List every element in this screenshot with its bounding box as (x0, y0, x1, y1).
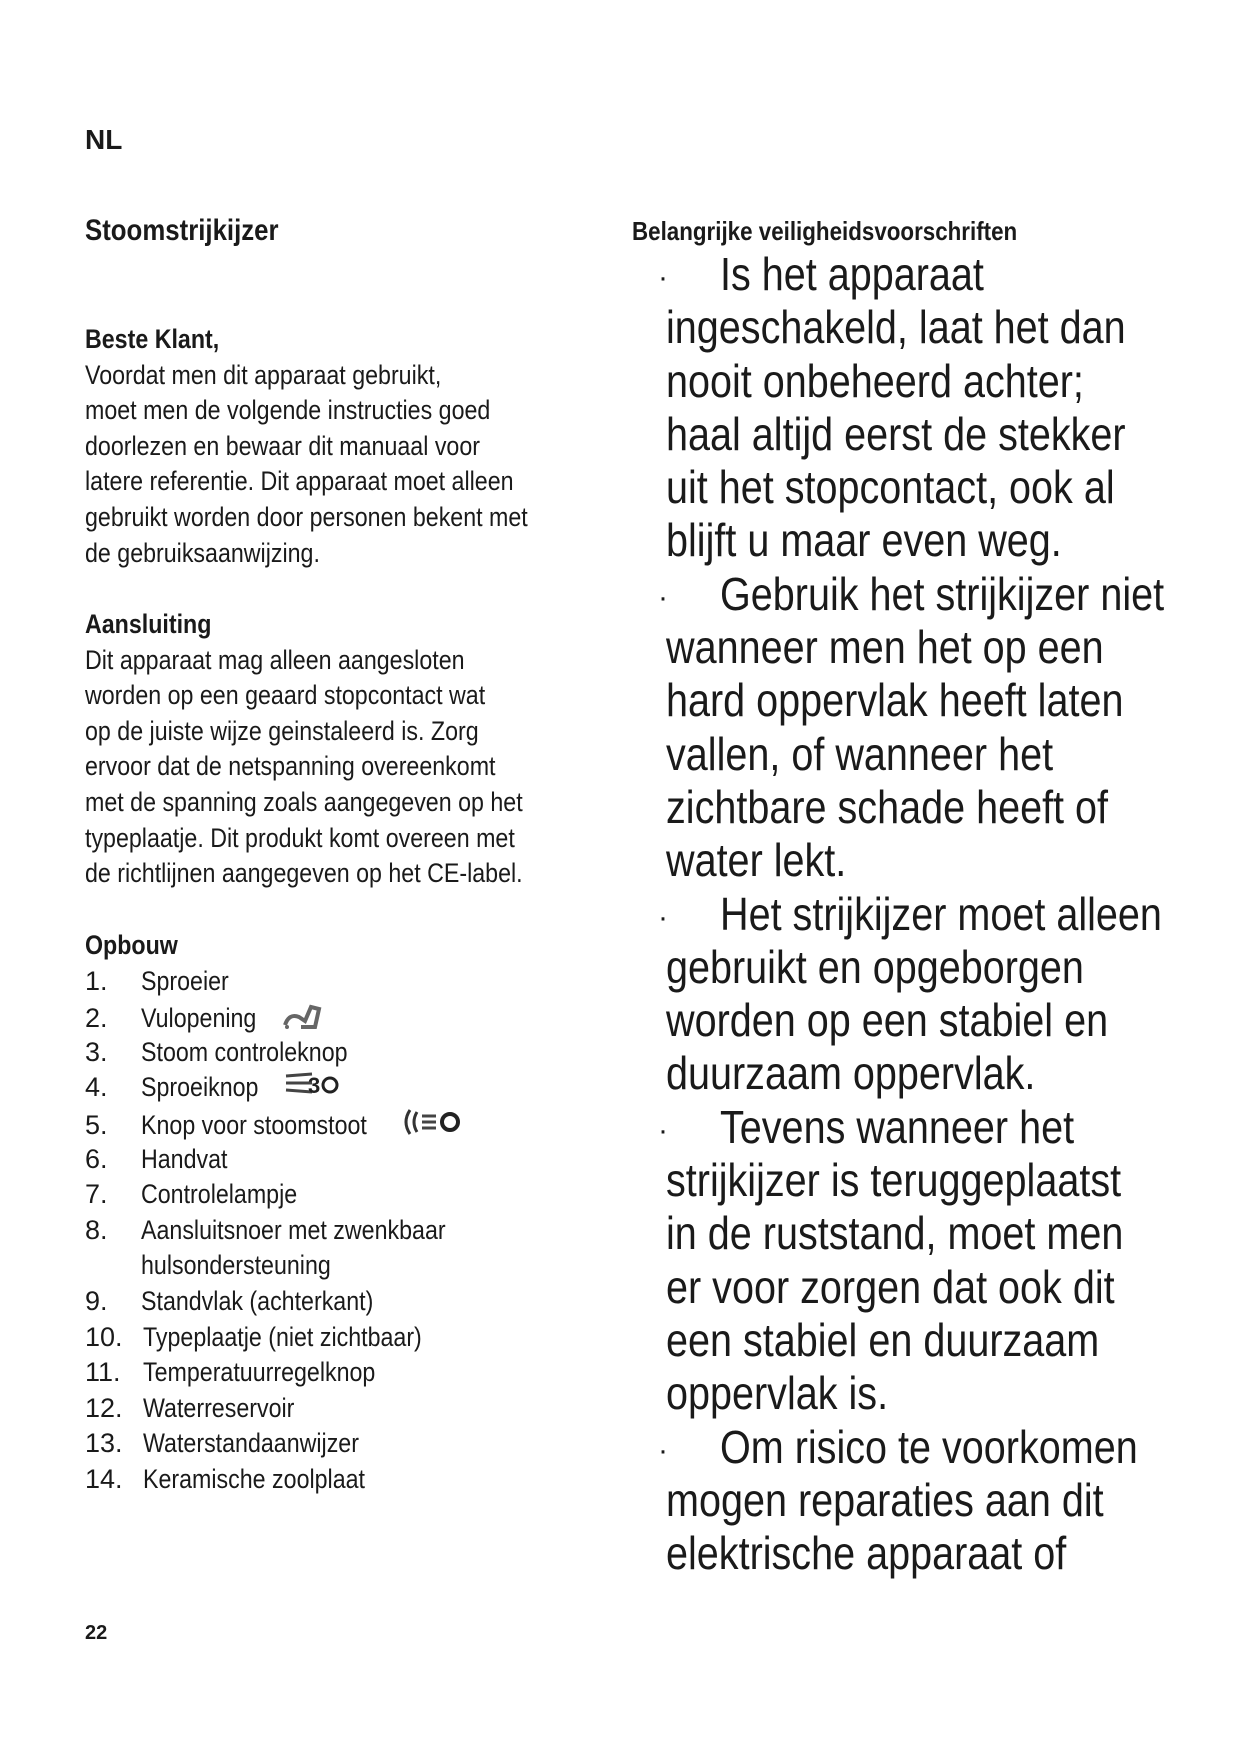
safety-item-line (632, 301, 1192, 354)
safety-text: duurzaam oppervlak. (666, 1047, 1036, 1100)
item-number: 4. (85, 1072, 108, 1103)
parts-list-item (85, 1070, 605, 1106)
page-title-text: Stoomstrijkijzer (85, 214, 279, 247)
parts-list (85, 928, 605, 1498)
safety-item-line (632, 1474, 1192, 1527)
parts-list-item (85, 1391, 605, 1427)
item-label: Sproeier (141, 965, 229, 996)
item-label: Stoom controleknop (141, 1036, 348, 1067)
greeting-section (85, 322, 605, 571)
paragraph-line-text: latere referentie. Dit apparaat moet alleen (85, 466, 514, 497)
section-heading-text: Beste Klant, (85, 324, 220, 354)
paragraph-line (85, 500, 605, 536)
safety-item-line (632, 834, 1192, 887)
safety-text: mogen reparaties aan dit (666, 1473, 1104, 1526)
safety-text: Om risico te voorkomen (720, 1420, 1138, 1473)
item-number: 10. (85, 1321, 123, 1352)
parts-list-item (85, 1426, 605, 1462)
parts-list-item (85, 1035, 605, 1071)
section-heading (85, 607, 605, 643)
safety-item-first-line (632, 568, 1192, 621)
safety-text: Het strijkijzer moet alleen (720, 887, 1162, 940)
item-label: Controlelampje (141, 1179, 298, 1210)
paragraph-line-text: typeplaatje. Dit produkt komt overeen met (85, 822, 515, 853)
safety-text: blijft u maar even weg. (666, 514, 1062, 567)
item-label: Handvat (141, 1143, 228, 1174)
safety-text: vallen, of wanneer het (666, 727, 1054, 780)
section-heading-text: Opbouw (85, 930, 178, 960)
parts-list-item (85, 1355, 605, 1391)
safety-text: een stabiel en duurzaam (666, 1313, 1100, 1366)
safety-text: wanneer men het op een (666, 621, 1104, 674)
parts-list-item (85, 964, 605, 1000)
paragraph-line-text: moet men de volgende instructies goed (85, 395, 491, 426)
item-number: 12. (85, 1392, 123, 1423)
safety-text: nooit onbeheerd achter; (666, 354, 1084, 407)
safety-text: water lekt. (666, 834, 847, 887)
safety-heading-text: Belangrijke veiligheidsvoorschriften (632, 216, 1018, 246)
page-number: 22 (85, 1622, 108, 1644)
section-heading (85, 322, 605, 358)
item-label: Vulopening (141, 1003, 257, 1034)
item-number: 3. (85, 1036, 108, 1067)
safety-item-first-line (632, 1101, 1192, 1154)
paragraph-line (85, 643, 605, 679)
paragraph-line (85, 714, 605, 750)
parts-list-item (85, 1248, 605, 1284)
safety-item-line (632, 1261, 1192, 1314)
safety-text: Tevens wanneer het (720, 1100, 1075, 1153)
paragraph-line-text: ervoor dat de netspanning overeenkomt (85, 751, 496, 782)
safety-text: in de ruststand, moet men (666, 1207, 1124, 1260)
safety-section (632, 214, 1192, 1580)
bullet-icon: · (658, 900, 668, 934)
item-label: Sproeiknop (141, 1072, 259, 1103)
safety-text: hard oppervlak heeft laten (666, 674, 1124, 727)
safety-item-line (632, 728, 1192, 781)
item-label: Waterreservoir (143, 1392, 295, 1423)
item-number: 2. (85, 1003, 108, 1034)
safety-text: worden op een stabiel en (666, 994, 1109, 1047)
page-title (85, 214, 310, 248)
paragraph-line (85, 429, 605, 465)
paragraph-line-text: de richtlijnen aangegeven op het CE-label. (85, 858, 523, 889)
item-number: 6. (85, 1143, 108, 1174)
paragraph-line (85, 678, 605, 714)
safety-item-line (632, 1314, 1192, 1367)
item-label: Typeplaatje (niet zichtbaar) (143, 1321, 422, 1352)
paragraph-line (85, 856, 605, 892)
paragraph-line (85, 785, 605, 821)
bullet-icon: · (658, 261, 668, 295)
item-label: hulsondersteuning (141, 1250, 331, 1281)
safety-item-line (632, 514, 1192, 567)
safety-item-line (632, 1367, 1192, 1420)
item-number: 11. (85, 1357, 121, 1388)
bullet-icon: · (658, 580, 668, 614)
svg-text:3: 3 (307, 1073, 320, 1099)
item-number: 9. (85, 1285, 108, 1316)
safety-text: oppervlak is. (666, 1367, 889, 1420)
safety-text: Gebruik het strijkijzer niet (720, 567, 1165, 620)
item-number: 13. (85, 1428, 123, 1459)
spray-icon (284, 1070, 340, 1108)
safety-item-line (632, 355, 1192, 408)
connection-section (85, 607, 605, 892)
parts-list-item (85, 1106, 605, 1142)
language-label: NL (85, 124, 123, 155)
parts-list-item (85, 1320, 605, 1356)
safety-item-line (632, 1527, 1192, 1580)
safety-item-line (632, 781, 1192, 834)
safety-item-line (632, 941, 1192, 994)
item-label: Standvlak (achterkant) (141, 1285, 374, 1316)
parts-list-item (85, 999, 605, 1035)
safety-text: strijkijzer is teruggeplaatst (666, 1154, 1122, 1207)
safety-item-line (632, 408, 1192, 461)
safety-heading (632, 214, 1192, 248)
paragraph-line (85, 358, 605, 394)
parts-list-item (85, 1462, 605, 1498)
safety-text: zichtbare schade heeft of (666, 780, 1109, 833)
item-number: 14. (85, 1463, 123, 1494)
safety-item-first-line (632, 248, 1192, 301)
safety-item-line (632, 674, 1192, 727)
item-label: Keramische zoolplaat (143, 1463, 366, 1494)
bullet-icon: · (658, 1113, 668, 1147)
safety-text: er voor zorgen dat ook dit (666, 1260, 1115, 1313)
paragraph-line-text: de gebruiksaanwijzing. (85, 537, 320, 568)
item-label: Knop voor stoomstoot (141, 1109, 367, 1140)
item-label: Waterstandaanwijzer (143, 1428, 359, 1459)
paragraph-line-text: met de spanning zoals aangegeven op het (85, 786, 523, 817)
paragraph-line (85, 821, 605, 857)
section-heading-text: Aansluiting (85, 609, 212, 639)
parts-list-item (85, 1213, 605, 1249)
parts-list-item (85, 1284, 605, 1320)
section-heading (85, 928, 605, 964)
safety-text: uit het stopcontact, ook al (666, 461, 1115, 514)
safety-text: ingeschakeld, laat het dan (666, 301, 1126, 354)
paragraph-line-text: worden op een geaard stopcontact wat (85, 680, 486, 711)
item-number: 1. (85, 965, 108, 996)
safety-item-line (632, 1047, 1192, 1100)
safety-text: Is het apparaat (720, 248, 984, 300)
paragraph-line (85, 464, 605, 500)
paragraph-line-text: doorlezen en bewaar dit manuaal voor (85, 430, 480, 461)
item-label: Aansluitsnoer met zwenkbaar (141, 1214, 446, 1245)
safety-text: gebruikt en opgeborgen (666, 940, 1084, 993)
safety-item-first-line (632, 1421, 1192, 1474)
safety-item-line (632, 994, 1192, 1047)
item-label: Temperatuurregelknop (143, 1357, 376, 1388)
parts-list-item (85, 1142, 605, 1178)
item-number: 7. (85, 1179, 108, 1210)
paragraph-line (85, 393, 605, 429)
bullet-icon: · (658, 1433, 668, 1467)
paragraph-line-text: Voordat men dit apparaat gebruikt, (85, 359, 442, 390)
safety-text: elektrische apparaat of (666, 1527, 1067, 1580)
safety-text: haal altijd eerst de stekker (666, 407, 1126, 460)
safety-item-line (632, 621, 1192, 674)
safety-item-line (632, 1154, 1192, 1207)
item-number: 5. (85, 1109, 108, 1140)
paragraph-line-text: op de juiste wijze geinstaleerd is. Zorg (85, 715, 479, 746)
safety-item-line (632, 1207, 1192, 1260)
item-number: 8. (85, 1214, 108, 1245)
steam-burst-icon (402, 1106, 466, 1148)
paragraph-line (85, 749, 605, 785)
paragraph-line-text: gebruikt worden door personen bekent met (85, 501, 528, 532)
parts-list-item (85, 1177, 605, 1213)
safety-item-first-line (632, 888, 1192, 941)
paragraph-line-text: Dit apparaat mag alleen aangesloten (85, 644, 465, 675)
safety-item-line (632, 461, 1192, 514)
paragraph-line (85, 536, 605, 572)
